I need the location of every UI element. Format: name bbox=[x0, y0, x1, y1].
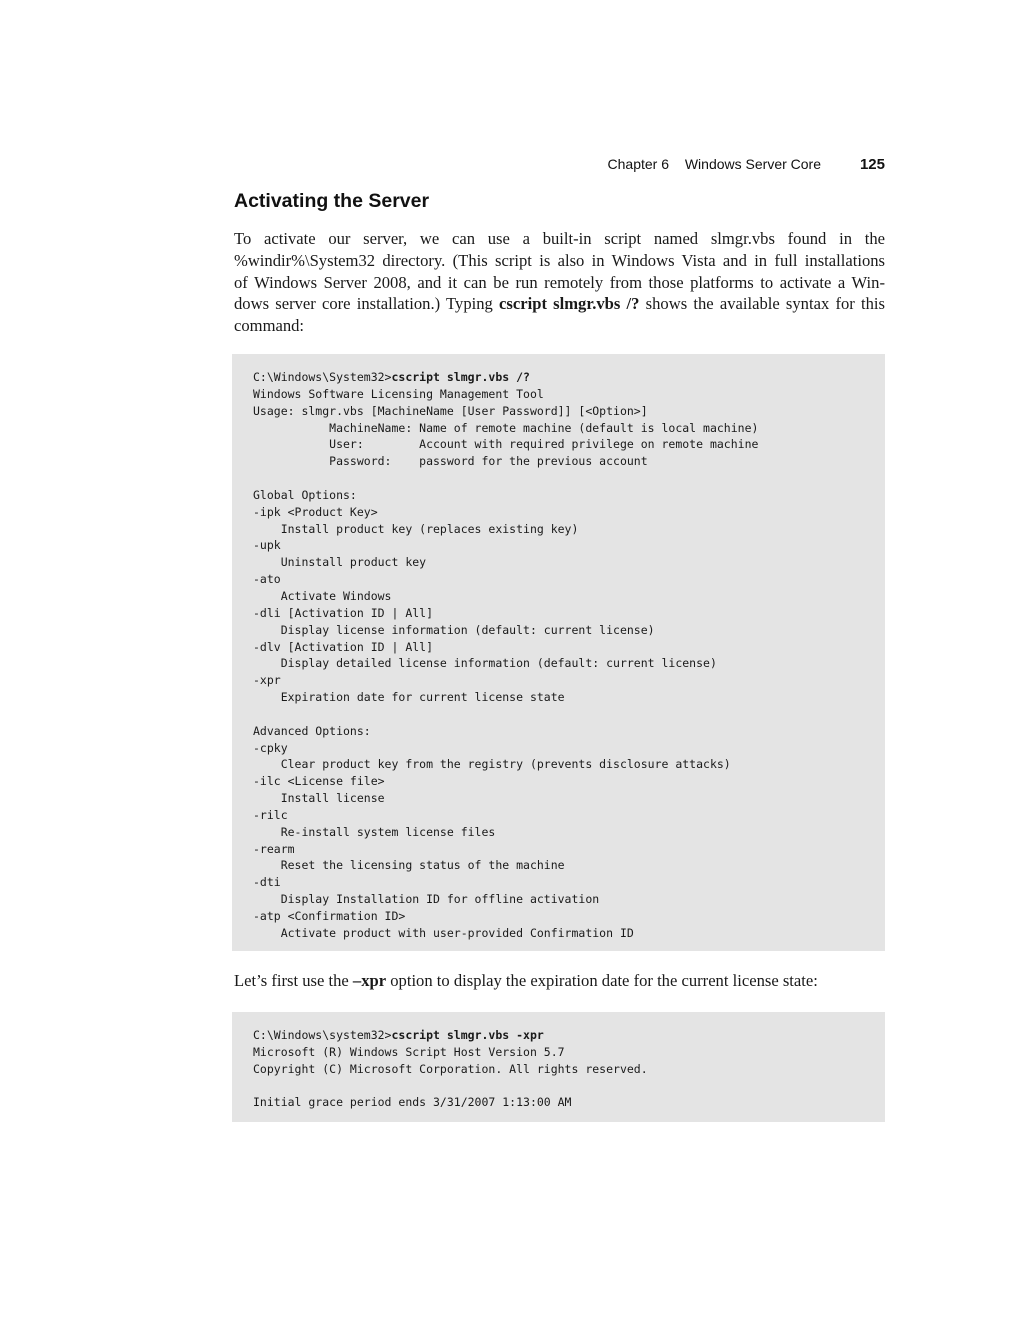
code-line: -ato bbox=[253, 572, 281, 587]
paragraph-text: option to display the expiration date for the current license state: bbox=[386, 971, 818, 990]
paragraph-text: dows server core installation.) Typing bbox=[234, 294, 500, 314]
code-line: Expiration date for current license state bbox=[253, 690, 565, 705]
section-heading: Activating the Server bbox=[234, 190, 430, 212]
code-line: -rilc bbox=[253, 807, 288, 822]
paragraph-line bbox=[234, 293, 885, 315]
code-line: Microsoft (R) Windows Script Host Version 5.7 bbox=[253, 1044, 565, 1059]
code-prompt: C:\Windows\System32> bbox=[253, 370, 392, 384]
paragraph-line: %windir%\System32 directory. (This script is also in Windows Vista and in full installations bbox=[234, 250, 885, 270]
code-line: -xpr bbox=[253, 673, 281, 688]
code-line: Global Options: bbox=[253, 487, 357, 502]
code-line: Advanced Options: bbox=[253, 723, 371, 738]
code-prompt: C:\Windows\system32> bbox=[253, 1028, 392, 1042]
code-line: -rearm bbox=[253, 841, 295, 856]
code-line: User: Account with required privilege on remote machine bbox=[253, 437, 759, 452]
code-line: Re-install system license files bbox=[253, 824, 496, 839]
code-line: Display detailed license information (default: current license) bbox=[253, 656, 717, 671]
code-line: -dlv [Activation ID | All] bbox=[253, 639, 434, 654]
code-line bbox=[253, 1078, 885, 1095]
code-output bbox=[253, 1044, 885, 1111]
code-line: Password: password for the previous account bbox=[253, 454, 648, 469]
code-line: Initial grace period ends 3/31/2007 1:13:00 AM bbox=[253, 1095, 572, 1110]
code-line: Install product key (replaces existing key) bbox=[253, 521, 579, 536]
code-command: cscript slmgr.vbs -xpr bbox=[391, 1028, 544, 1042]
inline-option: –xpr bbox=[352, 971, 387, 990]
code-line: Reset the licensing status of the machine bbox=[253, 858, 565, 873]
code-line: Display license information (default: current license) bbox=[253, 622, 655, 637]
code-prompt-line bbox=[253, 1027, 885, 1044]
code-command: cscript slmgr.vbs /? bbox=[391, 370, 530, 384]
paragraph-line: command: bbox=[234, 316, 305, 336]
code-line: Copyright (C) Microsoft Corporation. All rights reserved. bbox=[253, 1061, 648, 1076]
code-line bbox=[253, 470, 885, 487]
paragraph-text: shows the available syntax for this bbox=[639, 294, 885, 314]
code-line: -upk bbox=[253, 538, 281, 553]
code-line: Display Installation ID for offline activation bbox=[253, 892, 600, 907]
xpr-paragraph bbox=[234, 970, 885, 992]
code-listing-xpr bbox=[232, 1012, 885, 1122]
code-line: -ipk <Product Key> bbox=[253, 504, 378, 519]
code-line: Clear product key from the registry (prevents disclosure attacks) bbox=[253, 757, 731, 772]
code-prompt-line bbox=[253, 369, 885, 386]
code-line: -atp <Confirmation ID> bbox=[253, 909, 406, 923]
code-output bbox=[253, 386, 885, 942]
paragraph-text: Let’s first use the bbox=[234, 971, 353, 990]
running-header bbox=[234, 156, 885, 176]
code-line: -cpky bbox=[253, 740, 288, 755]
code-listing-help bbox=[232, 354, 885, 951]
paragraph-line: of Windows Server 2008, and it can be run remotely from those platforms to activate a Win- bbox=[234, 272, 885, 292]
code-line: Activate Windows bbox=[253, 588, 392, 603]
code-line: Windows Software Licensing Management Tool bbox=[253, 386, 544, 401]
code-line: Activate product with user-provided Confirmation ID bbox=[253, 925, 634, 940]
intro-paragraph bbox=[234, 228, 885, 337]
code-line: Uninstall product key bbox=[253, 555, 427, 570]
paragraph-line: To activate our server, we can use a built-in script named slmgr.vbs found in the bbox=[234, 229, 885, 248]
paragraph-line bbox=[234, 970, 885, 992]
code-line bbox=[253, 706, 885, 723]
inline-command: cscript slmgr.vbs /? bbox=[499, 294, 640, 314]
code-line: Install license bbox=[253, 791, 385, 806]
code-line: -dli [Activation ID | All] bbox=[253, 605, 434, 620]
code-line: Usage: slmgr.vbs [MachineName [User Password]] [<Option>] bbox=[253, 403, 648, 418]
section-title: Windows Server Core bbox=[684, 156, 821, 172]
chapter-label: Chapter 6 bbox=[607, 156, 669, 172]
code-line: -dti bbox=[253, 875, 281, 890]
page-number: 125 bbox=[859, 156, 885, 173]
code-line: MachineName: Name of remote machine (default is local machine) bbox=[253, 420, 759, 435]
code-line: -ilc <License file> bbox=[253, 774, 385, 789]
